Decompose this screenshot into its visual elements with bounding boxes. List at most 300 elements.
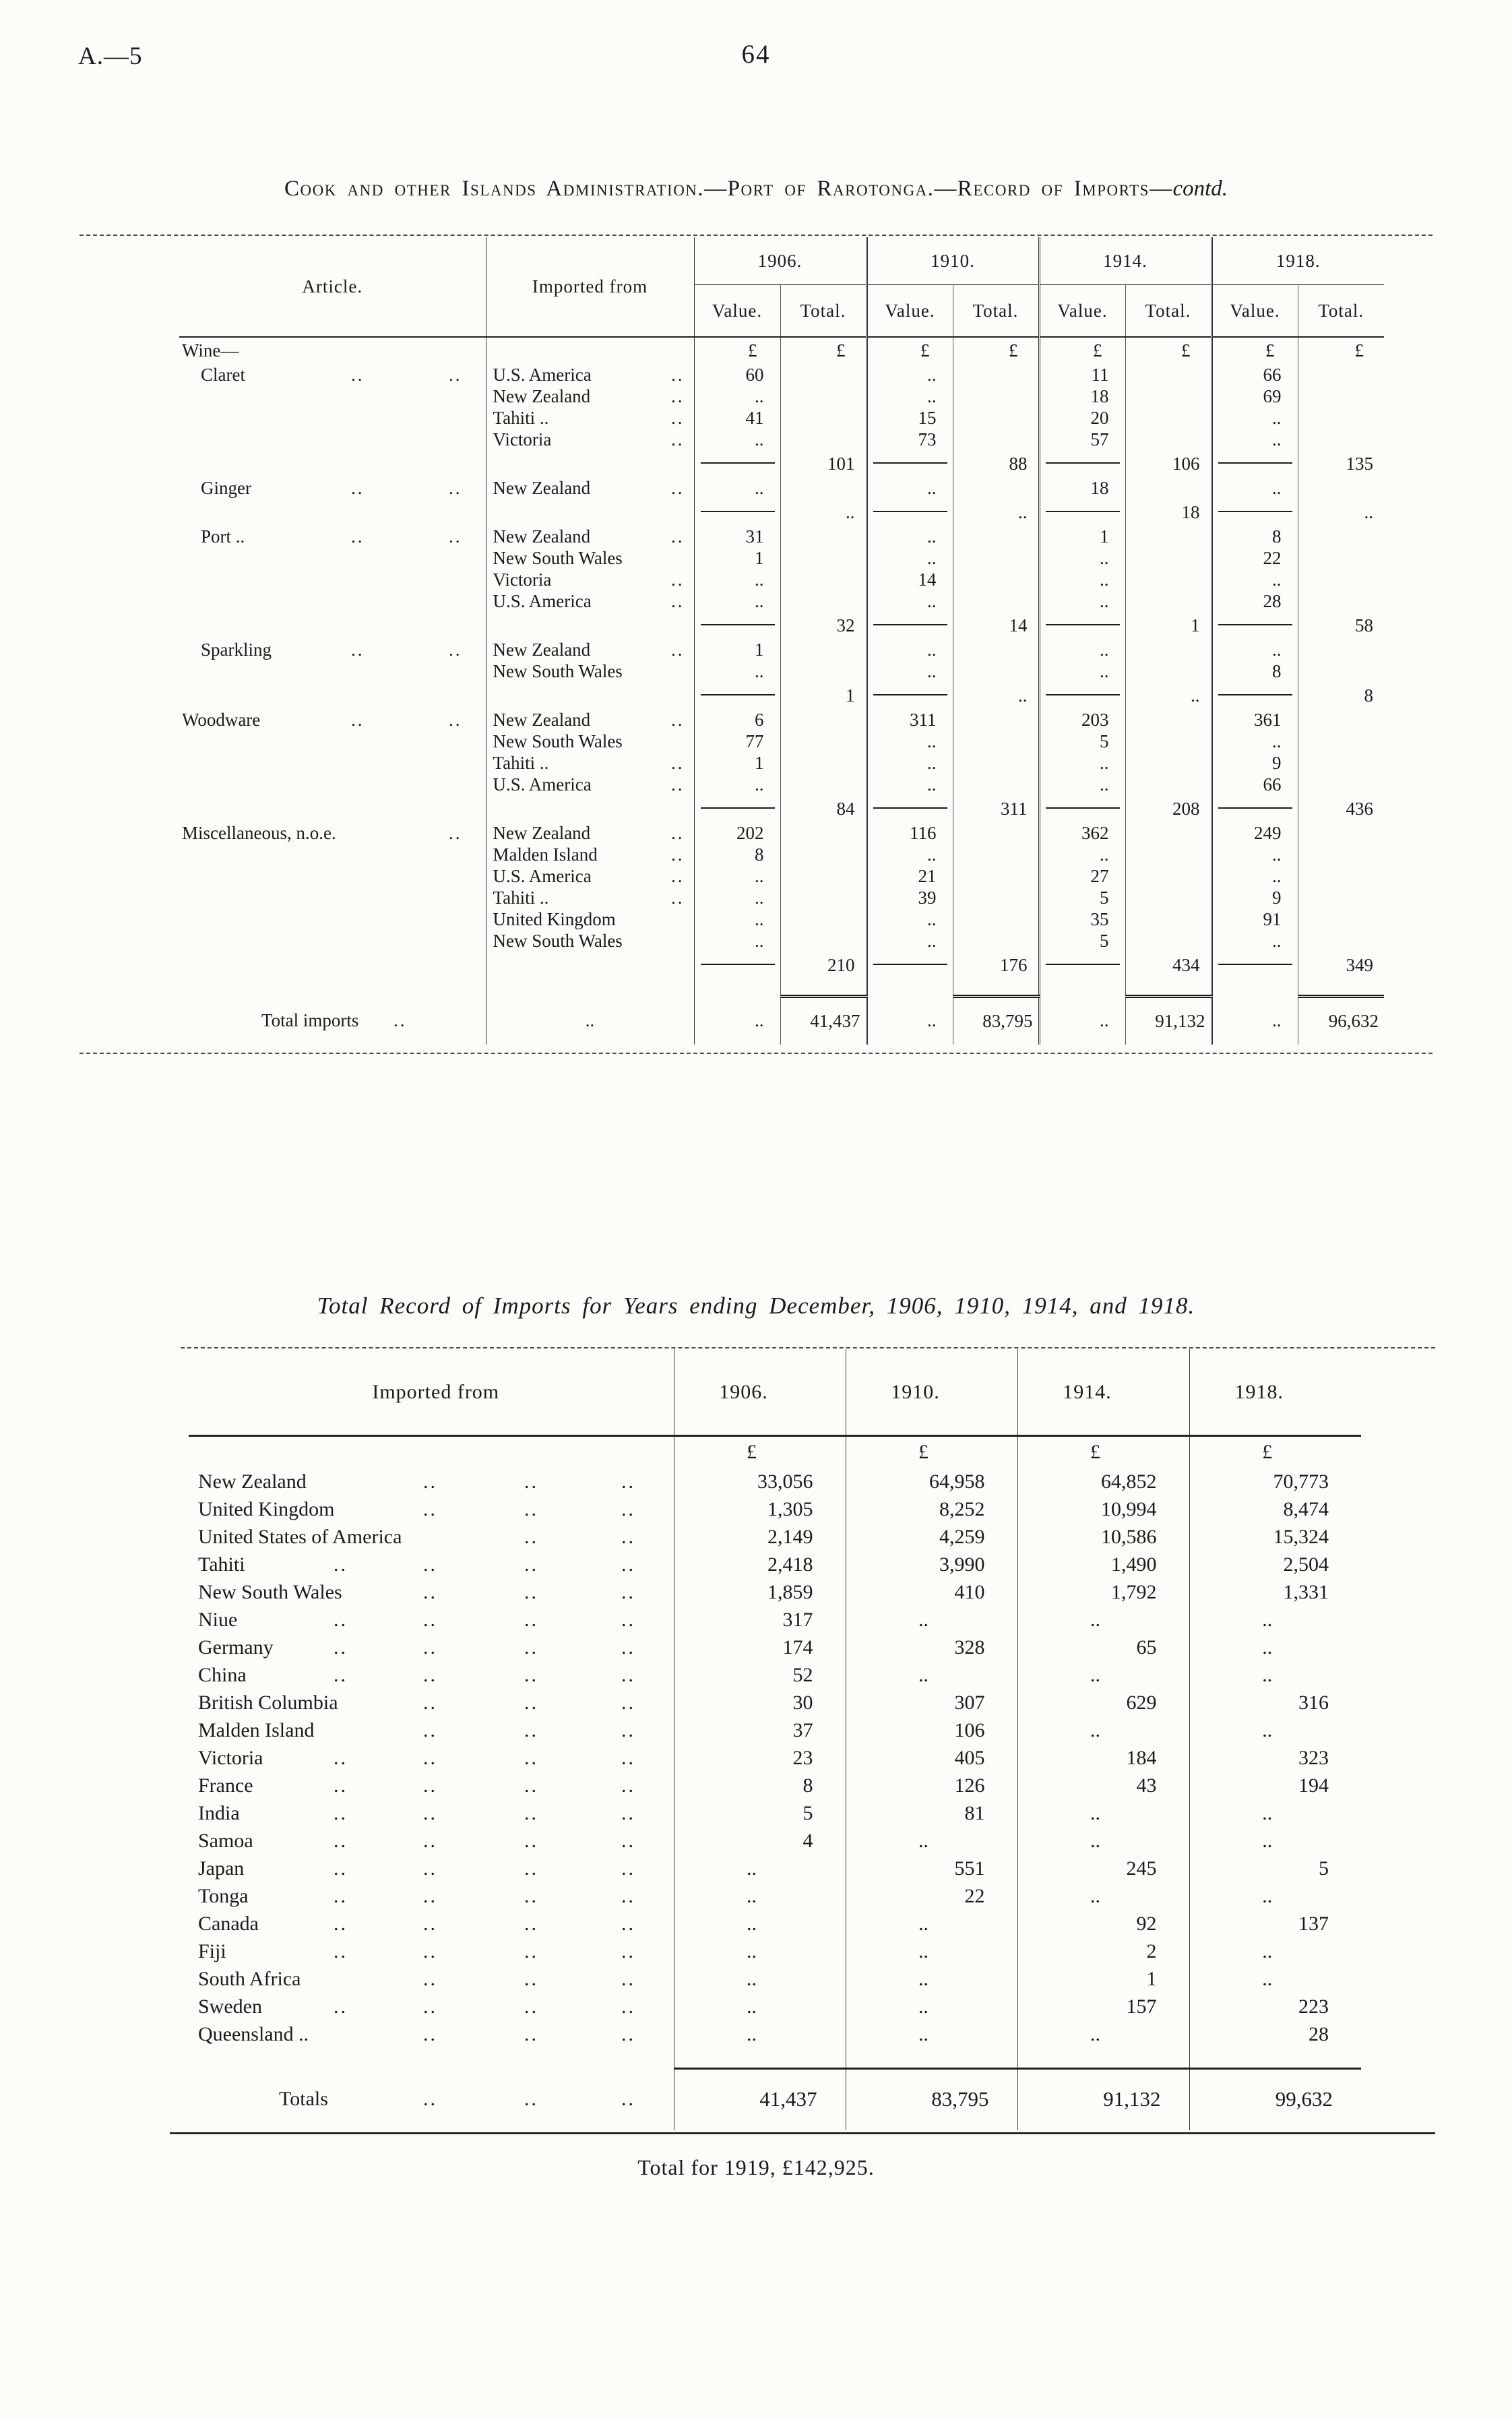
tot-cell: [1298, 477, 1384, 499]
from-label: Germany: [198, 1636, 274, 1658]
dot-leader: ..: [423, 1636, 437, 1658]
from-cell: [486, 795, 694, 822]
val-cell: 22: [846, 1882, 1017, 1910]
val-cell: 1: [694, 547, 780, 569]
val-cell: [1039, 979, 1125, 996]
val-cell: 316: [1298, 1691, 1329, 1714]
val-cell: ..: [846, 1965, 1017, 1993]
val-cell: 28: [1309, 2022, 1329, 2045]
tot-cell: [1125, 844, 1211, 865]
val-cell: ..: [694, 590, 780, 612]
tot-cell: 91,132: [1017, 2068, 1189, 2130]
imports-detail-table: [179, 237, 1384, 1045]
tot-cell: 96,632: [1298, 996, 1384, 1045]
tot-cell: [1125, 731, 1211, 752]
dot-leader: ..: [524, 1636, 538, 1658]
val-cell: ..: [694, 774, 780, 795]
tot-cell: [953, 590, 1039, 612]
spacer-row: [179, 979, 1384, 996]
from-cell: [189, 2020, 674, 2048]
art-cell: [179, 979, 486, 996]
group-total-row: [179, 795, 1384, 822]
val-cell: 1,792: [1017, 1578, 1189, 1606]
val-cell: ..: [694, 908, 780, 930]
from-cell: [189, 1606, 674, 1634]
sum-rule-cell: [1039, 450, 1125, 477]
val-cell: 8: [1211, 526, 1298, 547]
tot-cell: [953, 364, 1039, 385]
tot-cell: 84: [780, 795, 867, 822]
art-cell: [179, 407, 486, 429]
from-cell: [189, 1716, 674, 1744]
tot-cell: [1125, 660, 1211, 682]
val-cell: 410: [846, 1578, 1017, 1606]
tot-cell: ..: [1364, 501, 1373, 522]
tot-cell: [780, 887, 867, 908]
dot-leader: ..: [621, 2088, 635, 2111]
val-cell: ..: [1262, 1829, 1273, 1852]
pound-sign: £: [1354, 340, 1364, 361]
sum-rule: [701, 624, 775, 625]
table-row: [189, 1468, 1361, 1495]
val-cell: ..: [1262, 1967, 1273, 1990]
from-cell: [486, 450, 694, 477]
val-cell: 18: [1039, 385, 1125, 407]
table-row: [179, 887, 1384, 908]
val-cell: 57: [1039, 429, 1125, 450]
pound-sign: £: [846, 1435, 1017, 1468]
col-header-value: Value.: [1039, 284, 1125, 337]
val-cell: ..: [1039, 844, 1125, 865]
total-imports-label: Total imports: [261, 1010, 359, 1030]
article-label: Ginger: [201, 477, 251, 498]
table-row: [189, 1634, 1361, 1661]
from-cell: [189, 2048, 674, 2068]
from-cell: [486, 752, 694, 774]
val-cell: [674, 2048, 846, 2068]
art-cell: [179, 844, 486, 865]
table-row: [179, 731, 1384, 752]
from-cell: [189, 1468, 674, 1495]
dot-leader: ..: [334, 1774, 348, 1797]
from-label: New Zealand: [198, 1470, 307, 1493]
val-cell: 1,490: [1017, 1551, 1189, 1578]
summary-table-title: Total Record of Imports for Years ending December, 1906, 1910, 1914, and 1918.: [317, 1293, 1195, 1319]
val-cell: ..: [867, 774, 953, 795]
art-cell: [179, 822, 486, 844]
dot-leader: ..: [671, 385, 685, 406]
tot-cell: [953, 979, 1039, 996]
dot-leader: ..: [524, 1718, 538, 1741]
val-cell: 2: [1017, 1937, 1189, 1965]
dot-leader: ..: [524, 1884, 538, 1907]
from-label: New South Wales: [493, 930, 623, 951]
pound-sign: £: [1262, 1441, 1273, 1463]
dot-leader: ..: [423, 1746, 437, 1769]
table-row: [189, 1606, 1361, 1634]
tot-cell: 91,132: [1125, 996, 1211, 1045]
tot-cell: [953, 407, 1039, 429]
tot-cell: [1125, 569, 1211, 590]
tot-cell: ..: [953, 682, 1039, 709]
col-header-year-1910: 1910.: [846, 1349, 1017, 1435]
header-row: [179, 237, 1384, 284]
val-cell: ..: [1039, 639, 1125, 660]
tot-cell: [1298, 887, 1384, 908]
val-cell: 1,331: [1283, 1580, 1329, 1603]
tot-cell: [953, 639, 1039, 660]
dot-leader: ..: [334, 1857, 348, 1880]
group-total-row: [179, 499, 1384, 526]
val-cell: 65: [1017, 1634, 1189, 1661]
dot-leader: ..: [524, 1608, 538, 1631]
sum-rule-cell: [1211, 682, 1298, 709]
tot-cell: [953, 709, 1039, 731]
tot-cell: [1125, 822, 1211, 844]
val-cell: 35: [1039, 908, 1125, 930]
dot-leader: ..: [671, 844, 685, 865]
val-cell: 137: [1298, 1912, 1329, 1935]
from-label: British Columbia: [198, 1691, 338, 1714]
from-label: Victoria: [493, 429, 552, 449]
tot-cell: [953, 385, 1039, 407]
from-cell: [486, 682, 694, 709]
col-header-total: Total.: [1125, 284, 1211, 337]
dot-leader: ..: [351, 709, 365, 730]
from-cell: [189, 1634, 674, 1661]
tot-cell: 14: [953, 612, 1039, 639]
dot-leader: ..: [524, 2088, 538, 2111]
table-row: [179, 774, 1384, 795]
dot-leader: ..: [621, 1663, 635, 1686]
sum-rule: [873, 694, 947, 695]
sum-rule: [701, 462, 775, 464]
dot-leader: ..: [621, 1912, 635, 1935]
tot-cell: [1125, 526, 1211, 547]
dot-leader: ..: [621, 1857, 635, 1880]
tot-cell: [1298, 385, 1384, 407]
val-cell: 21: [867, 865, 953, 887]
sum-rule-cell: [1211, 499, 1298, 526]
sum-rule-cell: [1039, 795, 1125, 822]
val-cell: 1: [694, 752, 780, 774]
tot-cell: [780, 590, 867, 612]
val-cell: 41: [694, 407, 780, 429]
tot-cell: [1125, 979, 1211, 996]
tot-cell: 436: [1346, 798, 1373, 819]
val-cell: ..: [1017, 1882, 1189, 1910]
table-row: [189, 1578, 1361, 1606]
art-cell: [179, 639, 486, 660]
table-row: [189, 1882, 1361, 1910]
tot-cell: [1298, 822, 1384, 844]
tot-cell: [1298, 569, 1384, 590]
art-cell: [179, 682, 486, 709]
table-row: [179, 930, 1384, 952]
tot-cell: [1125, 752, 1211, 774]
tot-cell: 434: [1125, 952, 1211, 979]
from-label: Victoria: [198, 1746, 263, 1769]
table-row: [189, 1523, 1361, 1551]
table-row: [179, 709, 1384, 731]
table-row: [189, 1716, 1361, 1744]
art-cell: [179, 612, 486, 639]
sum-rule: [1046, 624, 1120, 625]
dot-leader: ..: [423, 1829, 437, 1852]
sum-rule: [1046, 964, 1120, 965]
table-row: [179, 865, 1384, 887]
val-cell: ..: [694, 865, 780, 887]
tot-cell: [1298, 429, 1384, 450]
dot-leader: ..: [621, 2022, 635, 2045]
val-cell: ..: [1017, 1716, 1189, 1744]
tot-cell: [1298, 709, 1384, 731]
val-cell: 8: [674, 1772, 846, 1799]
val-cell: 23: [674, 1744, 846, 1772]
from-label: South Africa: [198, 1967, 301, 1990]
tot-cell: [953, 477, 1039, 499]
from-cell: [486, 887, 694, 908]
sum-rule-cell: [1211, 612, 1298, 639]
val-cell: ..: [694, 385, 780, 407]
dot-leader: ..: [671, 590, 685, 611]
sum-rule: [1218, 624, 1292, 625]
tot-cell: [953, 774, 1039, 795]
from-cell: [486, 385, 694, 407]
tot-cell: 18: [1125, 499, 1211, 526]
total-imports-row: [179, 996, 1384, 1045]
sum-rule: [873, 807, 947, 809]
sum-rule-cell: [694, 795, 780, 822]
header-row: [189, 1349, 1361, 1435]
sum-rule-cell: [694, 952, 780, 979]
sum-rule: [1046, 807, 1120, 809]
table-row: [189, 1937, 1361, 1965]
table-row: [179, 639, 1384, 660]
tot-cell: [953, 930, 1039, 952]
dot-leader: ..: [423, 1801, 437, 1824]
dot-leader: ..: [334, 1636, 348, 1658]
dot-leader: ..: [423, 1663, 437, 1686]
tot-cell: [953, 429, 1039, 450]
val-cell: ..: [674, 2020, 846, 2048]
from-cell: [486, 844, 694, 865]
sum-rule-cell: [694, 612, 780, 639]
val-cell: 1: [694, 639, 780, 660]
dot-leader: ..: [334, 1829, 348, 1852]
dot-leader: ..: [351, 477, 365, 498]
from-label: U.S. America: [493, 590, 592, 611]
sum-rule: [1046, 462, 1120, 464]
tot-cell: [780, 908, 867, 930]
val-cell: ..: [867, 526, 953, 547]
dot-leader: ..: [351, 364, 365, 385]
summary-bottom-rule: [170, 2132, 1435, 2134]
tot-cell: [953, 822, 1039, 844]
art-cell: [179, 731, 486, 752]
from-cell: [486, 865, 694, 887]
tot-cell: [780, 385, 867, 407]
val-cell: ..: [867, 385, 953, 407]
val-cell: 2,149: [674, 1523, 846, 1551]
dot-leader: ..: [671, 709, 685, 730]
art-cell: [179, 569, 486, 590]
art-cell: [179, 450, 486, 477]
from-cell: [189, 1523, 674, 1551]
sum-rule-cell: [694, 682, 780, 709]
dot-leader: ..: [621, 1553, 635, 1576]
table-row: [189, 2020, 1361, 2048]
from-cell: [486, 429, 694, 450]
val-cell: 203: [1039, 709, 1125, 731]
dot-leader: ..: [621, 1525, 635, 1548]
table-row: [189, 1965, 1361, 1993]
from-cell: [189, 1744, 674, 1772]
val-cell: 1: [1039, 526, 1125, 547]
val-cell: 30: [674, 1689, 846, 1716]
tot-cell: 176: [953, 952, 1039, 979]
pound-sign: £: [1017, 1435, 1189, 1468]
val-cell: ..: [1017, 1799, 1189, 1827]
art-cell: [179, 887, 486, 908]
dot-leader: ..: [334, 1884, 348, 1907]
dot-leader: ..: [621, 1497, 635, 1520]
val-cell: ..: [674, 1882, 846, 1910]
from-cell: [486, 908, 694, 930]
dot-leader: ..: [524, 2022, 538, 2045]
pound-sign: £: [1125, 337, 1211, 364]
sum-rule: [1218, 964, 1292, 965]
val-cell: [846, 2048, 1017, 2068]
val-cell: ..: [694, 429, 780, 450]
val-cell: ..: [1211, 569, 1298, 590]
val-cell: 37: [674, 1716, 846, 1744]
dot-leader: ..: [524, 1857, 538, 1880]
tot-cell: [1125, 887, 1211, 908]
val-cell: ..: [867, 844, 953, 865]
from-cell: [486, 660, 694, 682]
dot-leader: ..: [524, 1497, 538, 1520]
tot-cell: 99,632: [1189, 2068, 1361, 2130]
tot-cell: [780, 844, 867, 865]
dot-leader: ..: [393, 1010, 407, 1030]
tot-cell: [780, 709, 867, 731]
from-label: New Zealand: [493, 639, 591, 660]
val-cell: 81: [846, 1799, 1017, 1827]
tot-cell: [1298, 547, 1384, 569]
table-row: [179, 822, 1384, 844]
from-cell: [486, 526, 694, 547]
from-cell: [189, 1827, 674, 1855]
val-cell: 317: [674, 1606, 846, 1634]
val-cell: ..: [846, 1661, 1017, 1689]
from-cell: [486, 590, 694, 612]
val-cell: ..: [1211, 429, 1298, 450]
tot-cell: 58: [1355, 615, 1373, 635]
table-row: [179, 752, 1384, 774]
art-cell: [179, 499, 486, 526]
val-cell: 245: [1017, 1855, 1189, 1882]
dot-leader: ..: [334, 1940, 348, 1962]
from-cell: [486, 547, 694, 569]
tot-cell: 32: [780, 612, 867, 639]
val-cell: 27: [1039, 865, 1125, 887]
val-cell: ..: [1017, 2020, 1189, 2048]
dot-leader: ..: [671, 774, 685, 795]
val-cell: 11: [1039, 364, 1125, 385]
tot-cell: [1125, 385, 1211, 407]
footer-total-note: Total for 1919, £142,925.: [637, 2155, 875, 2179]
dot-leader: ..: [621, 1636, 635, 1658]
dot-leader: ..: [423, 1995, 437, 2018]
tot-cell: [1298, 731, 1384, 752]
from-label: New South Wales: [493, 547, 623, 568]
dot-leader: ..: [423, 1884, 437, 1907]
from-cell: [486, 930, 694, 952]
tot-cell: [780, 930, 867, 952]
val-cell: 5: [1039, 930, 1125, 952]
val-cell: ..: [846, 1993, 1017, 2020]
val-cell: 20: [1039, 407, 1125, 429]
dot-leader: ..: [524, 1525, 538, 1548]
art-cell: [179, 865, 486, 887]
val-cell: 2,418: [674, 1551, 846, 1578]
sum-rule: [1218, 511, 1292, 512]
sum-rule-cell: [1211, 952, 1298, 979]
dot-leader: ..: [671, 887, 685, 908]
val-cell: ..: [694, 887, 780, 908]
spacer-row: [189, 2048, 1361, 2068]
currency-row: [189, 1435, 1361, 1468]
tot-cell: [1125, 865, 1211, 887]
dot-leader: ..: [423, 1691, 437, 1714]
from-cell: [189, 1772, 674, 1799]
table-row: [189, 1993, 1361, 2020]
article-label: Miscellaneous, n.o.e.: [182, 822, 336, 843]
tot-cell: 41,437: [674, 2068, 846, 2130]
table-row: [179, 429, 1384, 450]
tot-cell: [1125, 477, 1211, 499]
tot-cell: [780, 865, 867, 887]
from-cell: [189, 1965, 674, 1993]
val-cell: 157: [1017, 1993, 1189, 2020]
from-cell: [486, 499, 694, 526]
val-cell: ..: [867, 908, 953, 930]
col-header-year-1914: 1914.: [1017, 1349, 1189, 1435]
article-label: Claret: [201, 364, 245, 385]
tot-cell: [780, 526, 867, 547]
tot-cell: 349: [1346, 954, 1373, 975]
val-cell: 223: [1298, 1995, 1329, 2018]
tot-cell: [953, 887, 1039, 908]
val-cell: ..: [1211, 731, 1298, 752]
dot-leader: ..: [524, 1940, 538, 1962]
pound-sign: £: [780, 337, 867, 364]
tot-cell: [1298, 526, 1384, 547]
art-cell: [179, 709, 486, 731]
val-cell: ..: [694, 996, 780, 1045]
val-cell: ..: [1211, 844, 1298, 865]
val-cell: ..: [1211, 477, 1298, 499]
tot-cell: 208: [1125, 795, 1211, 822]
sum-rule: [1046, 511, 1120, 512]
dot-leader: ..: [423, 1912, 437, 1935]
tot-cell: [1298, 844, 1384, 865]
summary-top-rule: [181, 1347, 1435, 1348]
from-label: Tahiti: [198, 1553, 245, 1576]
from-cell: [486, 337, 694, 364]
tot-cell: [1298, 930, 1384, 952]
